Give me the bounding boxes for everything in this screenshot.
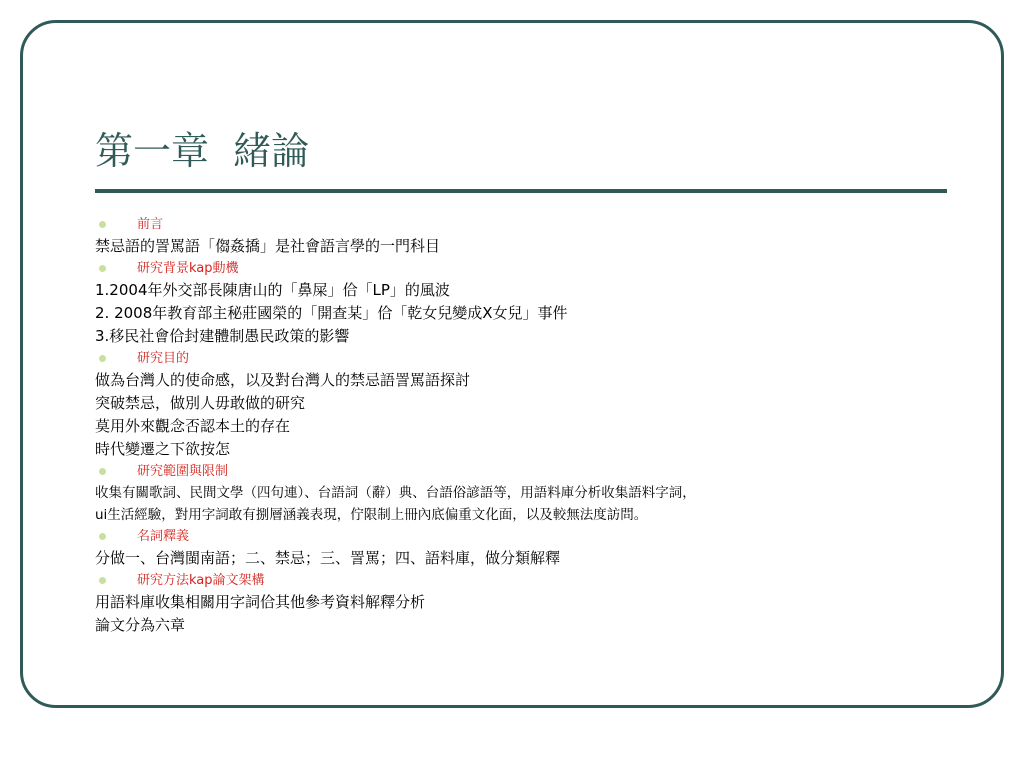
bullet-dot-icon: [99, 355, 106, 362]
body-line: 分做一、台灣閩南語；二、禁忌；三、詈罵；四、語料庫，做分類解釋: [95, 549, 561, 567]
section-heading-label: 研究範圍與限制: [137, 464, 229, 479]
section-heading-label: 研究方法kap論文架構: [137, 573, 265, 588]
section-heading-label: 研究目的: [137, 351, 190, 366]
section-heading-label: 研究背景kap動機: [137, 261, 239, 276]
body-line: 莫用外來觀念否認本土的存在: [95, 417, 291, 435]
body-line: ui生活經驗，對用字詞敢有捌層涵義表現，佇限制上冊內底偏重文化面，以及較無法度訪問。: [95, 507, 648, 523]
bullet-dot-icon: [99, 468, 106, 475]
body-line: 收集有關歌詞、民間文學（四句連）、台語詞（辭）典、台語俗諺語等，用語料庫分析收集語料字詞，: [95, 485, 696, 501]
body-line: 1.2004年外交部長陳唐山的「鼻屎」佮「LP」的風波: [95, 281, 450, 299]
section-heading-label: 前言: [137, 217, 164, 232]
slide-content: [95, 214, 955, 637]
bullet-dot-icon: [99, 265, 106, 272]
section-heading-purpose: [95, 348, 955, 369]
section-heading-label: 名詞釋義: [137, 529, 190, 544]
body-line: 禁忌語的詈罵語「㑳姦撟」是社會語言學的一門科目: [95, 237, 441, 255]
section-heading-background: [95, 258, 955, 279]
bullet-dot-icon: [99, 221, 106, 228]
body-line: 論文分為六章: [95, 616, 186, 634]
body-line: 2. 2008年教育部主秘莊國榮的「開查某」佮「乾女兒變成X女兒」事件: [95, 304, 568, 322]
title-underline: [95, 189, 947, 193]
section-heading-preface: [95, 214, 955, 235]
body-line: 3.移民社會佮封建體制愚民政策的影響: [95, 327, 350, 345]
section-heading-method: [95, 570, 955, 591]
body-line: 用語料庫收集相關用字詞佮其他參考資料解釋分析: [95, 593, 426, 611]
section-heading-terms: [95, 526, 955, 547]
bullet-dot-icon: [99, 533, 106, 540]
body-line: 時代變遷之下欲按怎: [95, 440, 231, 458]
slide-title: 第一章 緒論: [95, 129, 310, 173]
bullet-dot-icon: [99, 577, 106, 584]
body-line: 做為台灣人的使命感，以及對台灣人的禁忌語詈罵語探討: [95, 371, 471, 389]
section-heading-scope: [95, 461, 955, 482]
body-line: 突破禁忌，做別人毋敢做的研究: [95, 394, 306, 412]
